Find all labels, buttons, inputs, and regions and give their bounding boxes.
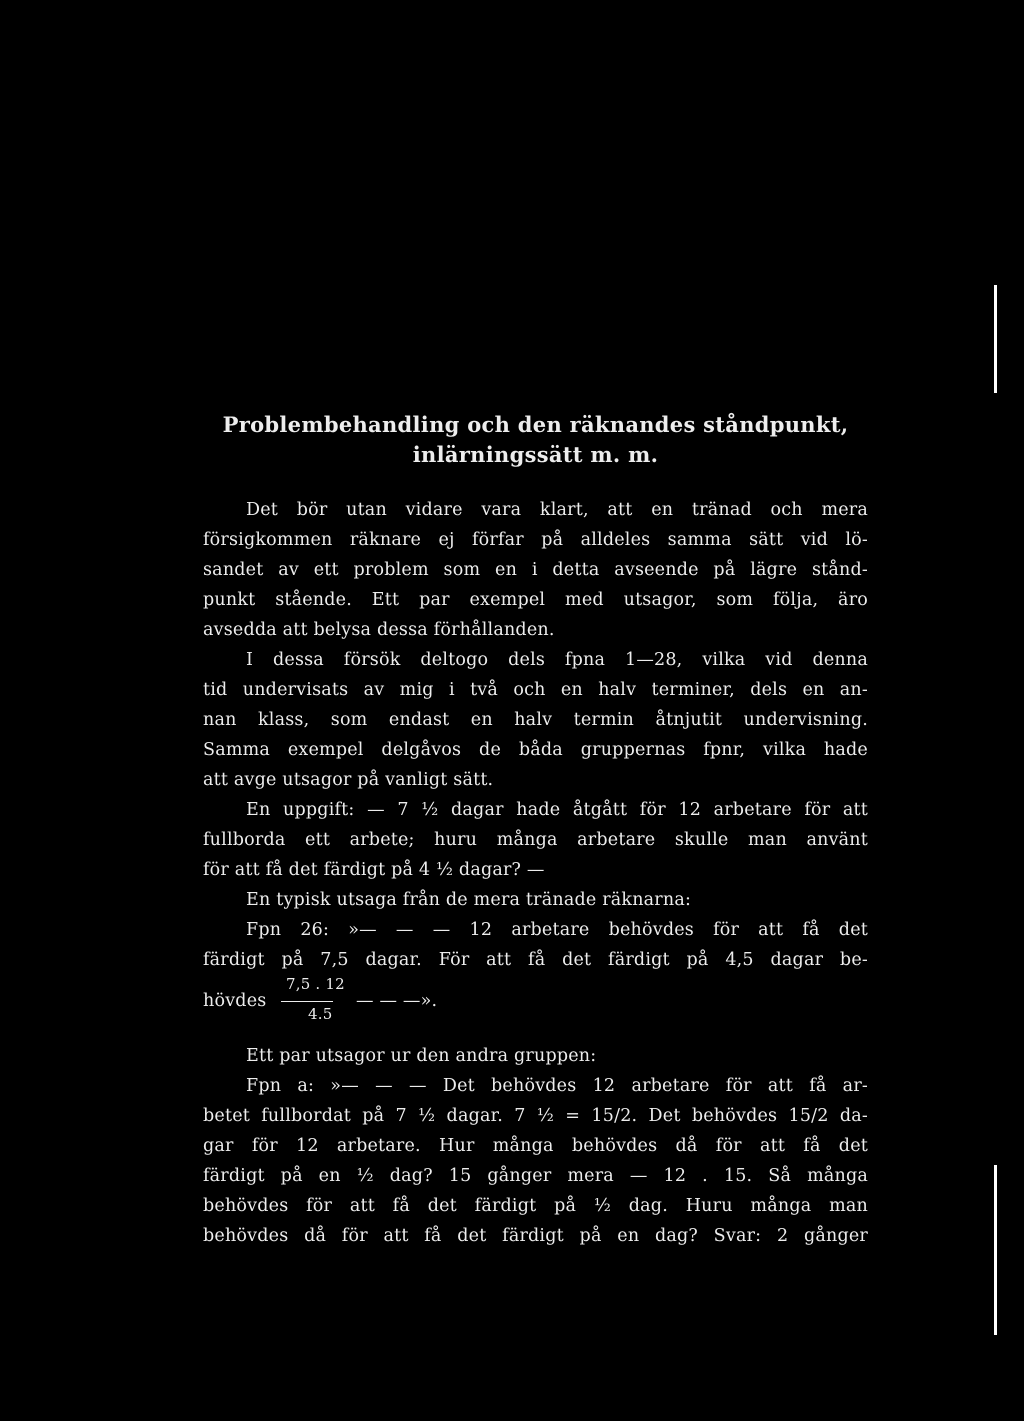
- page-body: [203, 495, 868, 1251]
- text-line: gar för 12 arbetare. Hur många behövdes då för att få det: [203, 1136, 868, 1156]
- text-line: sandet av ett problem som en i detta avseende på lägre stånd-: [203, 560, 868, 580]
- text-line: färdigt på en ½ dag? 15 gånger mera — 12 . 15. Så många: [203, 1166, 868, 1186]
- page-title: [203, 410, 868, 470]
- text-line: tid undervisats av mig i två och en halv terminer, dels en an-: [203, 680, 868, 700]
- text-line: behövdes för att få det färdigt på ½ dag. Huru många man: [203, 1196, 868, 1216]
- text-line: En uppgift: — 7 ½ dagar hade åtgått för 12 arbetare för att: [246, 800, 868, 820]
- text-line: nan klass, som endast en halv termin åtnjutit undervisning.: [203, 710, 868, 730]
- text-line: fullborda ett arbete; huru många arbetare skulle man använt: [203, 830, 868, 850]
- text-line: Det bör utan vidare vara klart, att en tränad och mera: [246, 500, 868, 520]
- text-line: En typisk utsaga från de mera tränade räknarna:: [246, 890, 692, 910]
- text-line: färdigt på 7,5 dagar. För att få det färdigt på 4,5 dagar be-: [203, 950, 868, 970]
- fraction-bar: [281, 1001, 333, 1002]
- scan-edge-line-bottom: [994, 1165, 997, 1335]
- text-line: avsedda att belysa dessa förhållanden.: [203, 620, 555, 640]
- text-line: Fpn a: »— — — Det behövdes 12 arbetare för att få ar-: [246, 1076, 868, 1096]
- text-line: punkt stående. Ett par exempel med utsagor, som följa, äro: [203, 590, 868, 610]
- fraction-numerator: 7,5 . 12: [286, 975, 345, 993]
- text-line: för att få det färdigt på 4 ½ dagar? —: [203, 860, 545, 880]
- title-line-1: Problembehandling och den räknandes ståndpunkt,: [222, 412, 849, 437]
- text-line: försigkommen räknare ej förfar på alldeles samma sätt vid lö-: [203, 530, 868, 550]
- text-line: Ett par utsagor ur den andra gruppen:: [246, 1046, 597, 1066]
- text-line: att avge utsagor på vanligt sätt.: [203, 770, 494, 790]
- text-line: Fpn 26: »— — — 12 arbetare behövdes för att få det: [246, 920, 868, 940]
- text-line: I dessa försök deltogo dels fpna 1—28, vilka vid denna: [246, 650, 868, 670]
- fraction-suffix: — — —».: [356, 991, 438, 1011]
- scan-edge-line-top: [994, 285, 997, 393]
- text-line: behövdes då för att få det färdigt på en dag? Svar: 2 gånger: [203, 1226, 868, 1246]
- fraction-denominator: 4.5: [308, 1005, 333, 1023]
- book-page: [203, 410, 868, 1251]
- text-line: betet fullbordat på 7 ½ dagar. 7 ½ = 15/2. Det behövdes 15/2 da-: [203, 1106, 868, 1126]
- text-line: Samma exempel delgåvos de båda gruppernas fpnr, vilka hade: [203, 740, 868, 760]
- title-line-2: inlärningssätt m. m.: [412, 442, 659, 467]
- fraction-prefix: hövdes: [203, 991, 267, 1011]
- fraction-line: [203, 975, 868, 1041]
